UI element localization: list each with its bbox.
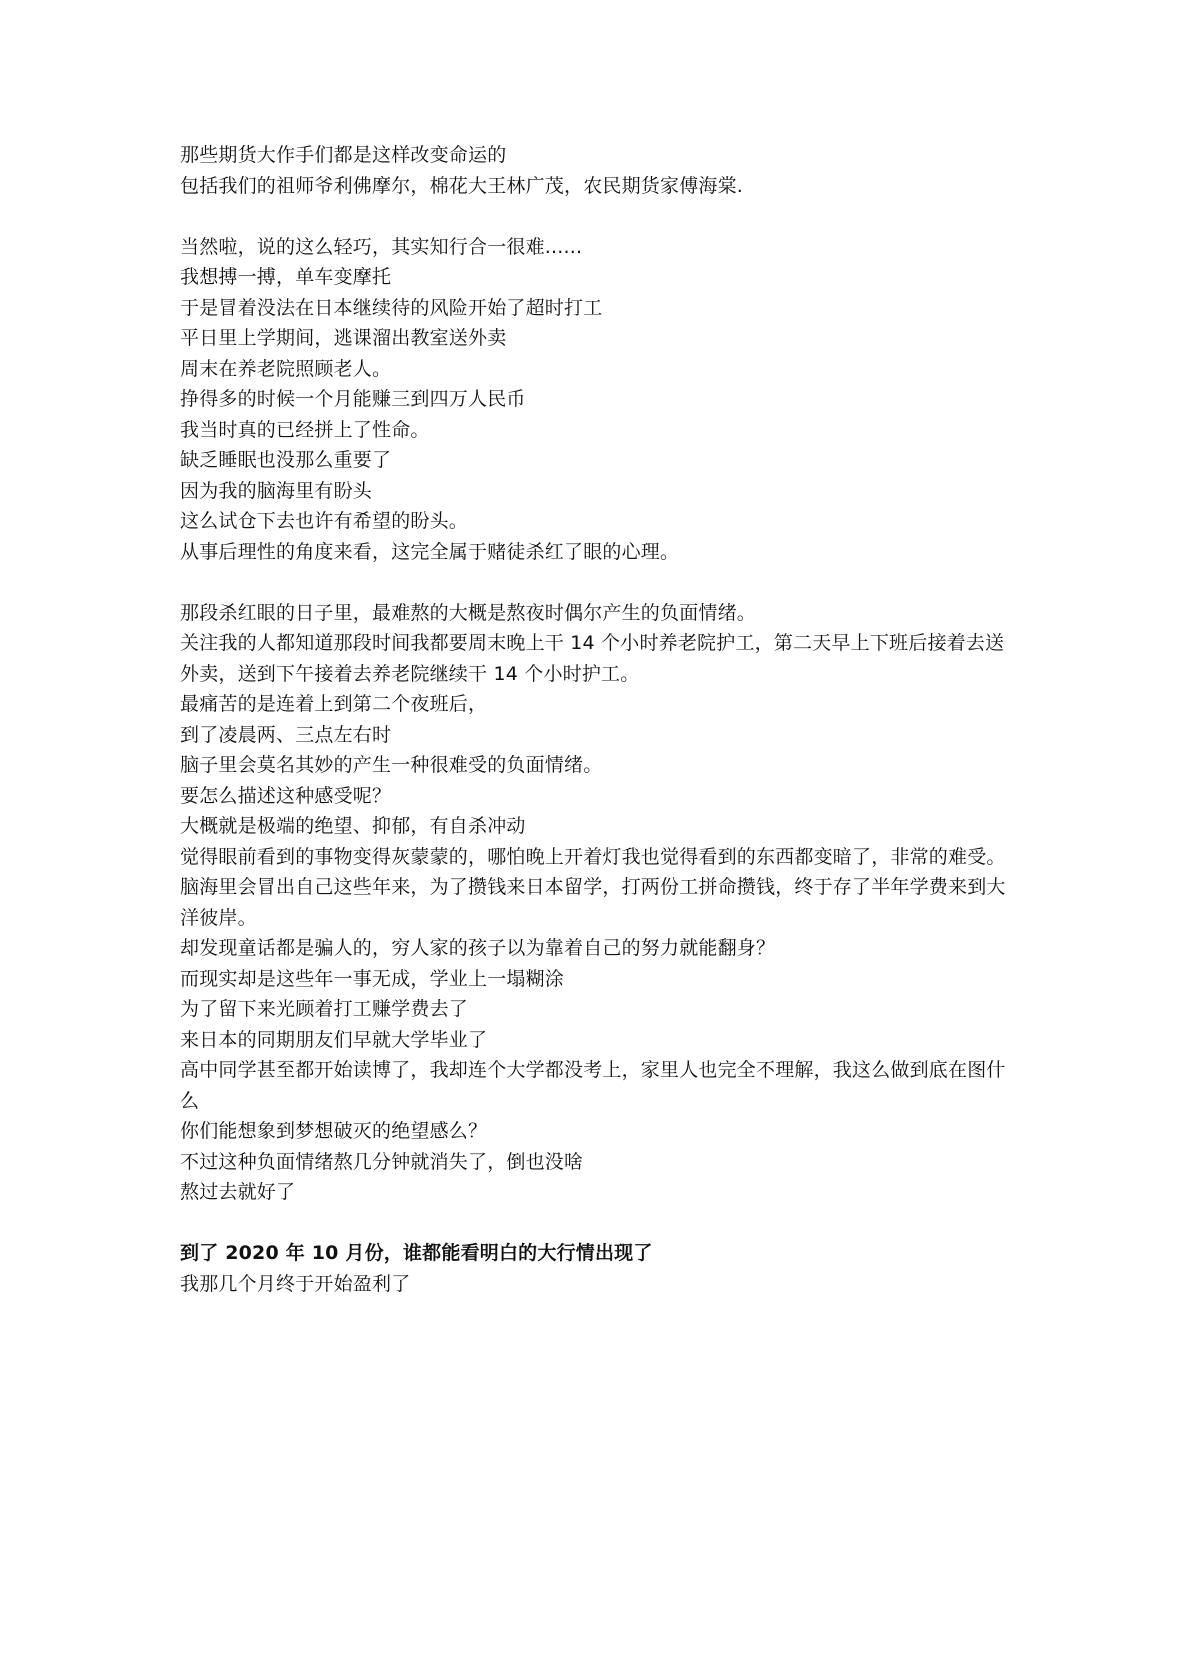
text-line: 来日本的同期朋友们早就大学毕业了 [180, 1028, 488, 1051]
text-line: 我那几个月终于开始盈利了 [180, 1272, 411, 1295]
paragraph-group-3 [180, 598, 1020, 1208]
text-line: 脑子里会莫名其妙的产生一种很难受的负面情绪。 [180, 754, 603, 776]
text-line: 不过这种负面情绪熬几分钟就消失了，倒也没啥 [180, 1150, 584, 1173]
text-line: 熬过去就好了 [180, 1181, 296, 1203]
section-heading: 到了 2020 年 10 月份，谁都能看明白的大行情出现了 [180, 1242, 653, 1264]
text-line: 最痛苦的是连着上到第二个夜班后， [180, 693, 488, 715]
text-line: 到了凌晨两、三点左右时 [180, 723, 392, 746]
text-line: 平日里上学期间，逃课溜出教室送外卖 [180, 327, 507, 349]
paragraph-gap [180, 1208, 1020, 1239]
text-line: 这么试仓下去也许有希望的盼头。 [180, 510, 469, 532]
text-line: 缺乏睡眠也没那么重要了 [180, 449, 392, 471]
text-line: 包括我们的祖师爷利佛摩尔，棉花大王林广茂，农民期货家傅海棠. [180, 174, 744, 197]
text-line: 关注我的人都知道那段时间我都要周末晚上干 14 个小时养老院护工，第二天早上下班后接着去送外卖，送到下午接着去养老院继续干 14 个小时护工。 [180, 632, 1005, 685]
text-line: 脑海里会冒出自己这些年来，为了攒钱来日本留学，打两份工拼命攒钱，终于存了半年学费来到大洋彼岸。 [180, 876, 1006, 929]
paragraph-group-1 [180, 140, 1020, 201]
document-body [180, 140, 1020, 1299]
text-line: 周末在养老院照顾老人。 [180, 357, 392, 380]
text-line: 因为我的脑海里有盼头 [180, 479, 373, 502]
text-line: 于是冒着没法在日本继续待的风险开始了超时打工 [180, 296, 603, 319]
text-line: 却发现童话都是骗人的，穷人家的孩子以为靠着自己的努力就能翻身？ [180, 937, 776, 959]
paragraph-group-2 [180, 232, 1020, 568]
text-line: 从事后理性的角度来看，这完全属于赌徒杀红了眼的心理。 [180, 540, 680, 563]
paragraph-group-4 [180, 1238, 1020, 1299]
text-line: 当然啦，说的这么轻巧，其实知行合一很难...... [180, 235, 583, 258]
text-line: 那段杀红眼的日子里，最难熬的大概是熬夜时偶尔产生的负面情绪。 [180, 601, 757, 624]
text-line: 要怎么描述这种感受呢？ [180, 784, 392, 807]
text-line: 那些期货大作手们都是这样改变命运的 [180, 144, 507, 166]
text-line: 而现实却是这些年一事无成，学业上一塌糊涂 [180, 967, 565, 990]
text-line: 为了留下来光顾着打工赚学费去了 [180, 998, 469, 1020]
text-line: 觉得眼前看到的事物变得灰蒙蒙的，哪怕晚上开着灯我也觉得看到的东西都变暗了，非常的难受。 [180, 845, 1006, 868]
text-line: 我当时真的已经拼上了性命。 [180, 418, 430, 441]
text-line: 你们能想象到梦想破灭的绝望感么？ [180, 1120, 488, 1142]
text-line: 大概就是极端的绝望、抑郁，有自杀冲动 [180, 815, 526, 837]
paragraph-gap [180, 201, 1020, 232]
text-line: 挣得多的时候一个月能赚三到四万人民币 [180, 388, 526, 410]
text-line: 高中同学甚至都开始读博了，我却连个大学都没考上，家里人也完全不理解，我这么做到底在图什么 [180, 1059, 1006, 1112]
paragraph-gap [180, 567, 1020, 598]
text-line: 我想搏一搏，单车变摩托 [180, 266, 392, 288]
